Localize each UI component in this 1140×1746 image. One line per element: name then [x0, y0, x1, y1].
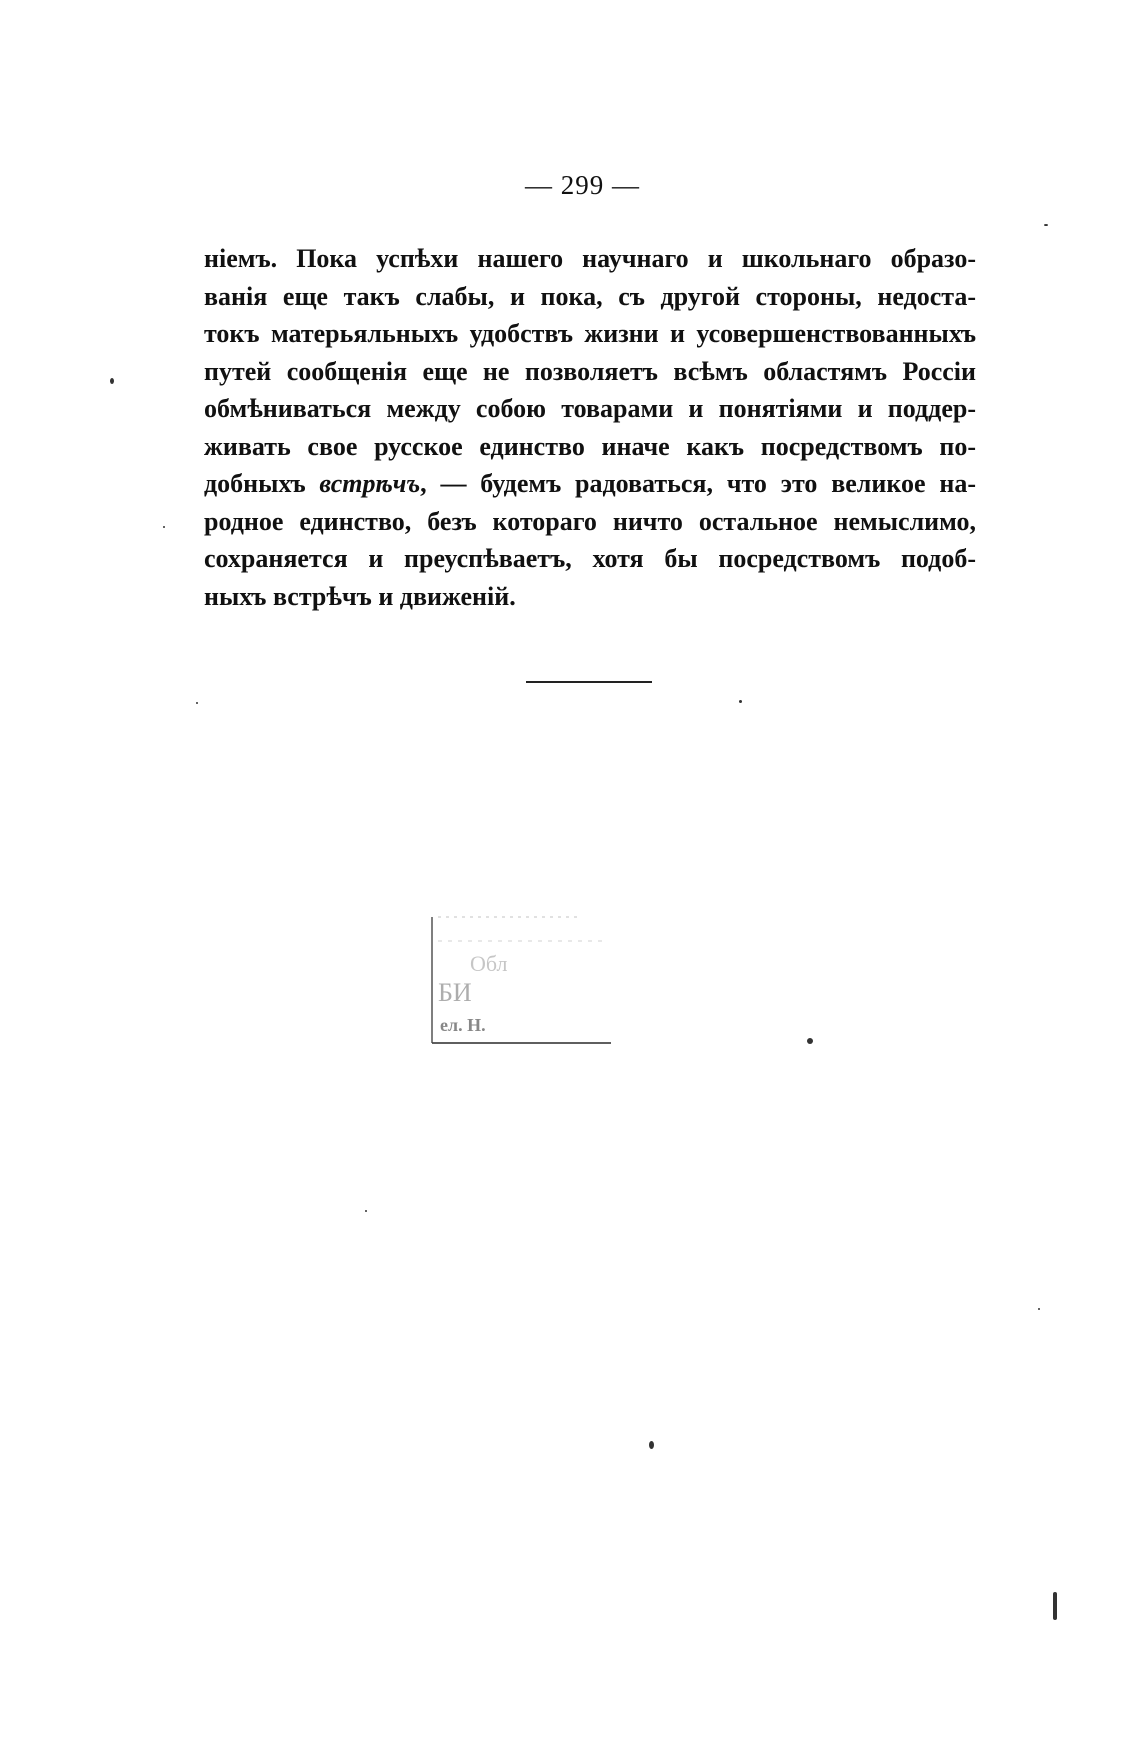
text-line: токъ матерьяльныхъ удобствъ жизни и усовершенствованныхъ	[204, 319, 976, 348]
text-line: сохраняется и преуспѣваетъ, хотя бы посредствомъ подоб-	[204, 544, 976, 573]
print-speck	[1038, 1308, 1040, 1310]
text-line: живать свое русское единство иначе какъ посредствомъ по-	[204, 431, 976, 461]
print-speck	[649, 1441, 654, 1449]
section-divider	[526, 681, 652, 683]
print-speck	[1053, 1592, 1057, 1620]
text-line: обмѣниваться между собою товарами и понятіями и поддер-	[204, 394, 976, 423]
italic-word: встрѣчъ	[319, 469, 421, 498]
text-line: ванія еще такъ слабы, и пока, съ другой стороны, недоста-	[204, 281, 976, 311]
print-speck	[739, 700, 742, 703]
text-line: родное единство, безъ котораго ничто остальное немыслимо,	[204, 506, 976, 536]
text-line: ныхъ встрѣчъ и движеній.	[204, 581, 516, 611]
print-speck	[365, 1210, 367, 1212]
text-line: путей сообщенія еще не позволяетъ всѣмъ областямъ Россіи	[204, 356, 976, 386]
text-line	[204, 465, 976, 503]
stamp-graphic	[428, 913, 614, 1045]
stamp-text: БИ	[438, 978, 472, 1007]
print-speck	[163, 526, 165, 528]
stamp-text: ел. Н.	[440, 1015, 486, 1035]
text-segment: , — будемъ радоваться, что это великое на-	[420, 469, 976, 498]
stamp-text: Обл	[470, 951, 508, 976]
body-paragraph	[204, 240, 976, 615]
library-stamp	[428, 913, 614, 1045]
page-number: — 299 —	[525, 170, 640, 200]
text-line: ніемъ. Пока успѣхи нашего научнаго и школьнаго образо-	[204, 244, 976, 273]
text-segment: добныхъ	[204, 469, 320, 498]
print-speck	[110, 378, 114, 384]
print-speck	[807, 1038, 813, 1044]
print-speck	[196, 702, 198, 704]
print-speck	[1044, 224, 1048, 226]
